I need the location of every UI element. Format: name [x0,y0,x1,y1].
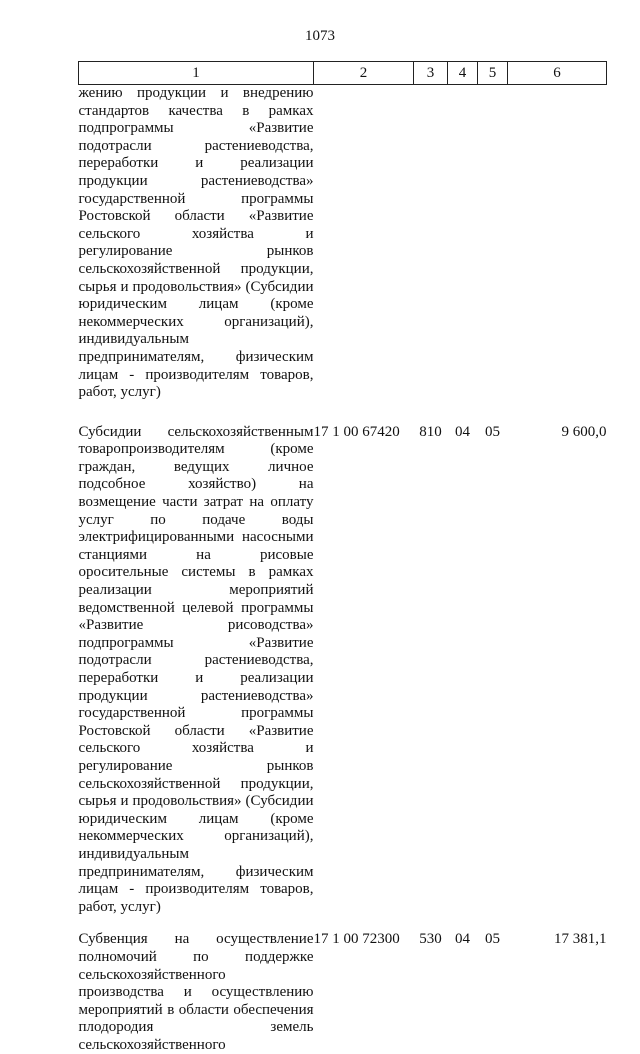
row-amount: 17 381,1 [554,931,607,948]
table-row [79,916,607,1054]
row-subsection [478,85,508,402]
row-section: 04 [455,423,470,440]
row-description: Субвенция на осуществление полномочий по поддержке сельскохозяйственного производства и осуществлению мероприятий в области обеспечения плодородия земель сельскохозяйственного [78,931,314,1053]
table-header-row [79,62,607,85]
row-target-code [314,85,414,402]
column-header: 3 [414,62,448,85]
row-amount: 9 600,0 [561,423,607,440]
row-expense-type: 810 [419,423,442,440]
column-header: 5 [478,62,508,85]
row-expense-type: 530 [419,931,442,948]
row-subsection: 05 [485,423,500,440]
row-target-code: 17 1 00 67420 [313,423,400,440]
table-row [79,85,607,402]
column-header: 1 [79,62,314,85]
budget-table [78,61,607,1054]
column-header: 2 [314,62,414,85]
row-section: 04 [455,931,470,948]
column-header: 6 [508,62,607,85]
row-amount [508,85,607,402]
row-expense-type [414,85,448,402]
row-description: жению продукции и внедрению стандартов качества в рамках подпрограммы «Развитие подотрасли растениеводства, переработки и реализации продукции растениеводства» государственной программы Ростовской области «Развитие сельского хозяйства и регулирование рынков сельскохозяйственной продукции, сырья и продовольствия» (Субсидии юридическим лицам (кроме некоммерческих организаций), индивидуальным предпринимателям, физическим лицам - производителям товаров, работ, услуг) [78,85,314,401]
table-row [79,402,607,917]
column-header: 4 [448,62,478,85]
row-target-code: 17 1 00 72300 [313,931,400,948]
page-number: 1073 [305,28,335,44]
row-subsection: 05 [485,931,500,948]
row-section [448,85,478,402]
row-description: Субсидии сельскохозяйственным товаропроизводителям (кроме граждан, ведущих личное подсобное хозяйство) на возмещение части затрат на оплату услуг по подаче воды электрифицированными насосными станциями на рисовые оросительные системы в рамках реализации мероприятий ведомственной целевой программы «Развитие рисоводства» подпрограммы «Развитие подотрасли растениеводства, переработки и реализации продукции растениеводства» государственной программы Ростовской области «Развитие сельского хозяйства и регулирование рынков сельскохозяйственной продукции, сырья и продовольствия» (Субсидии юридическим лицам (кроме некоммерческих организаций), индивидуальным предпринимателям, физическим лицам - производителям товаров, работ, услуг) [78,423,314,915]
